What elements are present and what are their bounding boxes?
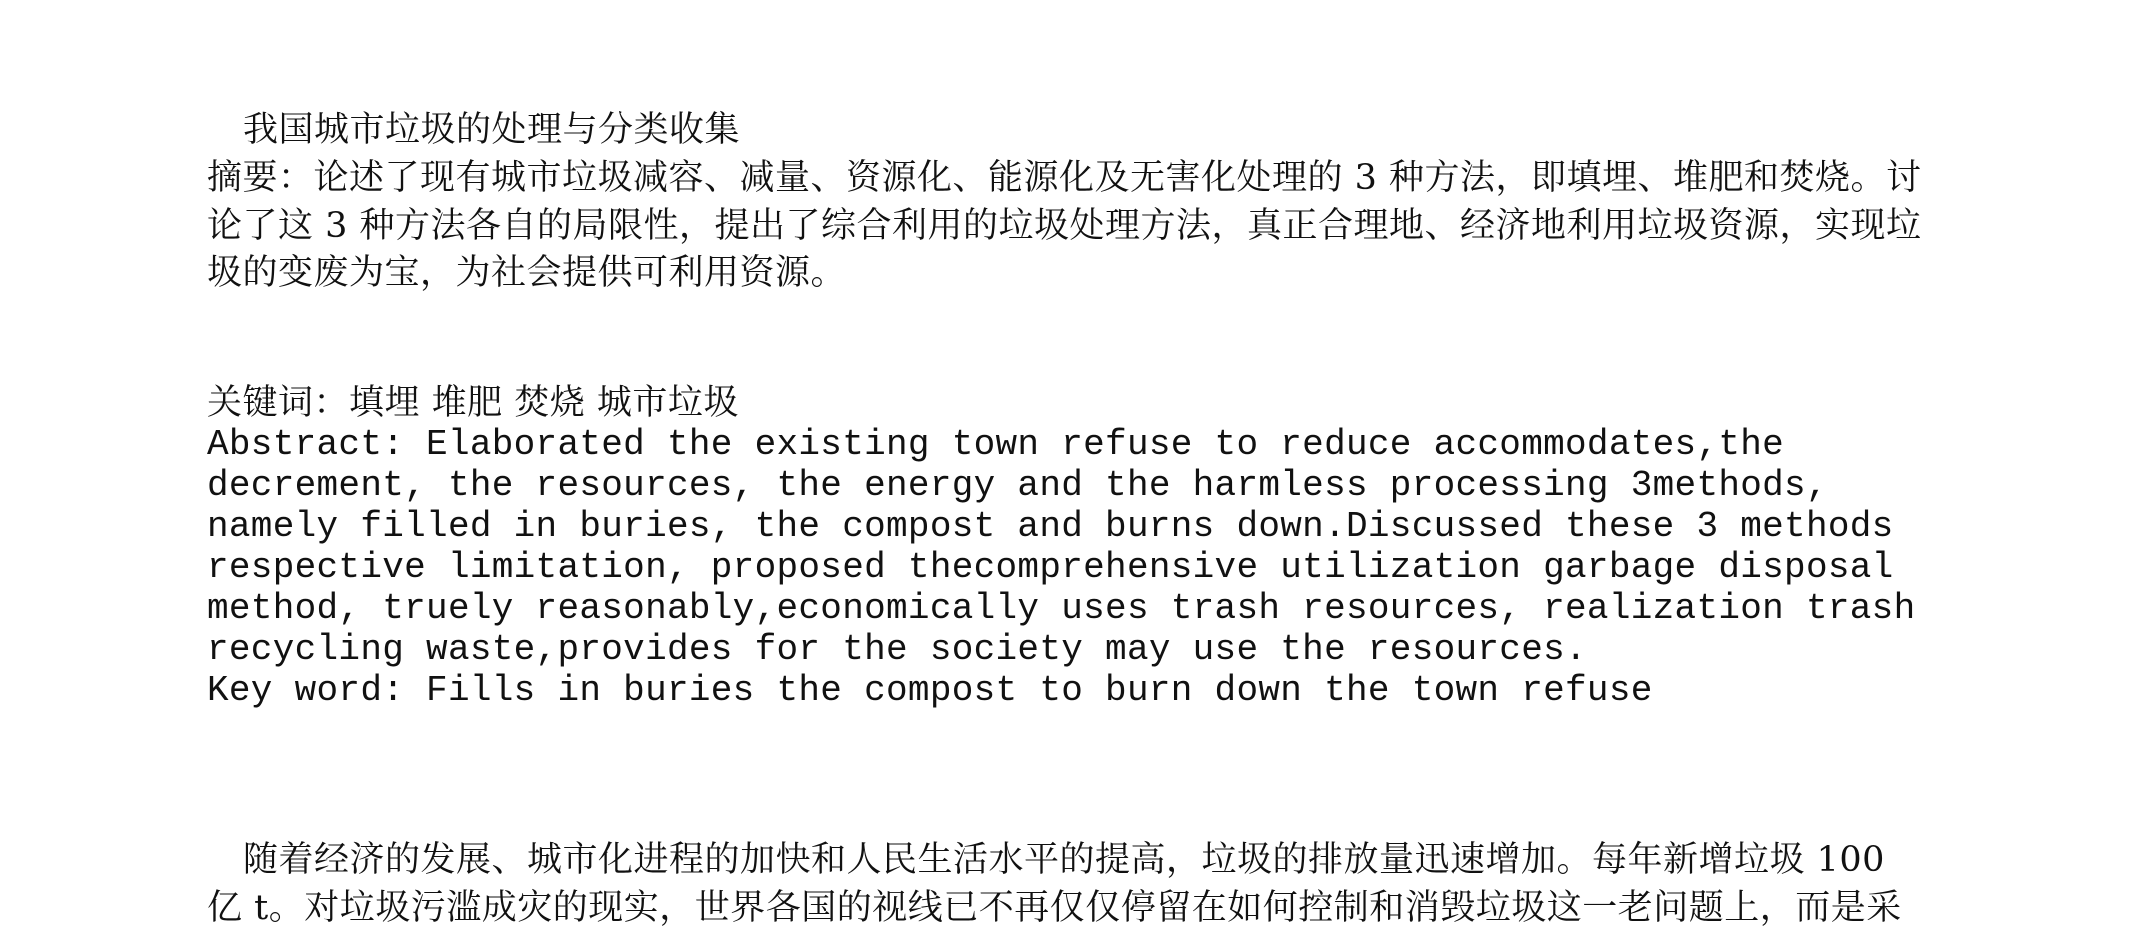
body-line: 亿 t。对垃圾污滥成灾的现实，世界各国的视线已不再仅仅停留在如何控制和消毁垃圾这一老问题上，而是采 <box>207 888 1902 928</box>
body-line: 随着经济的发展、城市化进程的加快和人民生活水平的提高，垃圾的排放量迅速增加。每年新增垃圾 100 <box>243 840 1885 880</box>
abstract-en-line: respective limitation, proposed thecomprehensive utilization garbage disposal <box>207 547 1894 588</box>
abstract-cn-line: 摘要：论述了现有城市垃圾减容、减量、资源化、能源化及无害化处理的 3 种方法，即填埋、堆肥和焚烧。讨 <box>207 158 1922 198</box>
keywords-en: Key word: Fills in buries the compost to burn down the town refuse <box>207 670 1653 711</box>
document-title: 我国城市垃圾的处理与分类收集 <box>243 110 741 150</box>
abstract-en-line: namely filled in buries, the compost and burns down.Discussed these 3 methods <box>207 506 1894 547</box>
abstract-en-line: recycling waste,provides for the society may use the resources. <box>207 629 1587 670</box>
abstract-cn-line: 论了这 3 种方法各自的局限性，提出了综合利用的垃圾处理方法，真正合理地、经济地利用垃圾资源，实现垃 <box>207 206 1922 246</box>
abstract-cn-line: 圾的变废为宝，为社会提供可利用资源。 <box>207 253 847 293</box>
abstract-en-line: decrement, the resources, the energy and the harmless processing 3methods, <box>207 465 1828 506</box>
keywords-cn: 关键词：填埋 堆肥 焚烧 城市垃圾 <box>207 383 739 423</box>
abstract-en-line: Abstract: Elaborated the existing town refuse to reduce accommodates,the <box>207 424 1785 465</box>
abstract-en-line: method, truely reasonably,economically uses trash resources, realization trash <box>207 588 1916 629</box>
